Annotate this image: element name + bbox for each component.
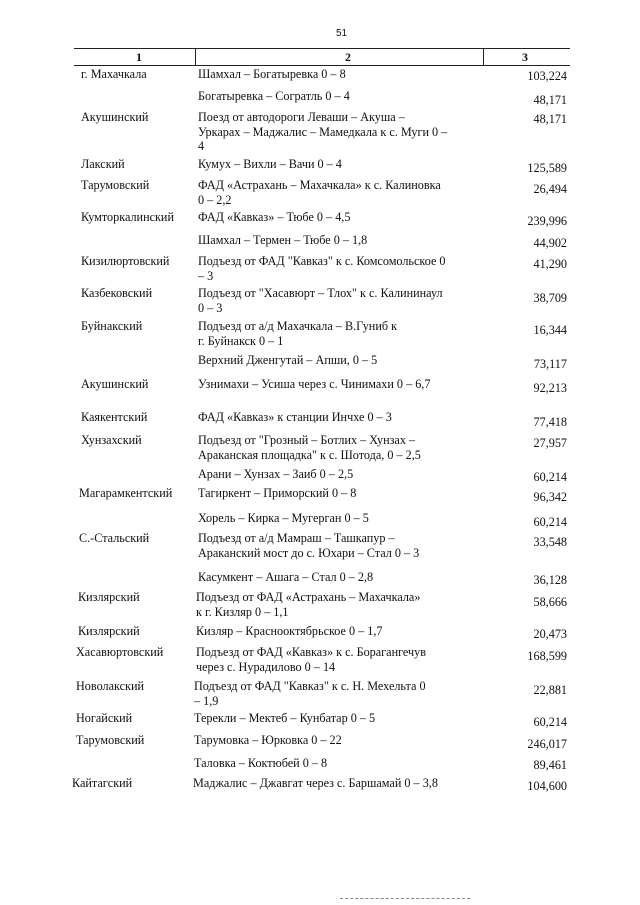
road-cell xyxy=(198,233,488,248)
road-line: Верхний Дженгутай – Апши, 0 – 5 xyxy=(198,353,378,367)
road-line: – 1,9 xyxy=(194,693,219,708)
road-line: Кизляр – Краснооктябрьское 0 – 1,7 xyxy=(196,624,383,638)
table-header xyxy=(74,48,570,66)
district-cell: Акушинский xyxy=(81,110,149,124)
road-cell xyxy=(198,410,488,425)
road-line: Подъезд от "Грозный – Ботлих – Хунзах – xyxy=(198,433,416,447)
road-cell xyxy=(198,511,488,526)
page-number: 51 xyxy=(336,28,348,39)
length-cell: 73,117 xyxy=(533,357,567,371)
length-cell: 58,666 xyxy=(533,595,567,609)
column-divider-1 xyxy=(195,48,196,66)
column-1-header: 1 xyxy=(136,50,142,64)
road-cell xyxy=(198,89,488,104)
length-cell: 125,589 xyxy=(527,161,567,175)
length-cell: 48,171 xyxy=(533,93,567,107)
district-cell: Кумторкалинский xyxy=(81,210,174,224)
length-cell: 103,224 xyxy=(527,69,567,83)
road-line: Шамхал – Термен – Тюбе 0 – 1,8 xyxy=(198,233,368,247)
road-line: через с. Нурадилово 0 – 14 xyxy=(196,659,336,674)
district-cell: Ногайский xyxy=(76,711,133,725)
district-cell: Казбековский xyxy=(81,286,153,300)
district-cell: Буйнакский xyxy=(81,319,143,333)
district-cell: Хасавюртовский xyxy=(76,645,164,659)
road-cell xyxy=(198,570,488,585)
district-cell: Тарумовский xyxy=(76,733,145,747)
road-cell xyxy=(198,319,488,348)
length-cell: 104,600 xyxy=(527,779,567,793)
road-line: Арани – Хунзах – Заиб 0 – 2,5 xyxy=(198,467,354,481)
road-line: – 3 xyxy=(198,268,214,283)
road-cell xyxy=(198,531,488,560)
road-line: 0 – 3 xyxy=(198,300,223,315)
road-cell xyxy=(198,353,488,368)
road-line: ФАД «Кавказ» к станции Инчхе 0 – 3 xyxy=(198,410,392,424)
road-cell xyxy=(198,467,488,482)
length-cell: 38,709 xyxy=(533,291,567,305)
road-cell xyxy=(196,590,486,619)
district-cell: Тарумовский xyxy=(81,178,150,192)
road-line: Кумух – Вихли – Вачи 0 – 4 xyxy=(198,157,342,171)
length-cell: 20,473 xyxy=(533,627,567,641)
district-cell: Каякентский xyxy=(81,410,148,424)
road-line: Терекли – Мектеб – Кунбатар 0 – 5 xyxy=(194,711,376,725)
length-cell: 246,017 xyxy=(527,737,567,751)
road-line: Подъезд от "Хасавюрт – Тлох" к с. Калининаул xyxy=(198,286,443,300)
district-cell: Кизилюртовский xyxy=(81,254,170,268)
road-line: к г. Кизляр 0 – 1,1 xyxy=(196,604,289,619)
district-cell: Магарамкентский xyxy=(79,486,173,500)
road-line: Касумкент – Ашага – Стал 0 – 2,8 xyxy=(198,570,374,584)
road-line: Подъезд от а/д Махачкала – В.Гуниб к xyxy=(198,319,398,333)
district-cell: Новолакский xyxy=(76,679,144,693)
length-cell: 77,418 xyxy=(533,415,567,429)
length-cell: 26,494 xyxy=(533,182,567,196)
road-cell xyxy=(194,679,484,708)
road-line: Араканский мост до с. Юхари – Стал 0 – 3 xyxy=(198,545,420,560)
district-cell: Кайтагский xyxy=(72,776,133,790)
road-line: 0 – 2,2 xyxy=(198,192,232,207)
road-cell xyxy=(196,624,486,639)
length-cell: 60,214 xyxy=(533,515,567,529)
road-line: г. Буйнакск 0 – 1 xyxy=(198,333,284,348)
district-cell: Лакский xyxy=(81,157,125,171)
road-line: Таловка – Коктюбей 0 – 8 xyxy=(194,756,328,770)
length-cell: 48,171 xyxy=(533,112,567,126)
road-line: ФАД «Астрахань – Махачкала» к с. Калиновка xyxy=(198,178,441,192)
length-cell: 92,213 xyxy=(533,381,567,395)
road-cell xyxy=(194,733,484,748)
length-cell: 60,214 xyxy=(533,715,567,729)
length-cell: 60,214 xyxy=(533,470,567,484)
length-cell: 22,881 xyxy=(533,683,567,697)
road-cell xyxy=(198,210,488,225)
length-cell: 33,548 xyxy=(533,535,567,549)
road-line: Подъезд от ФАД «Кавказ» к с. Борагангечув xyxy=(196,645,427,659)
road-cell xyxy=(198,157,488,172)
length-cell: 36,128 xyxy=(533,573,567,587)
road-line: Подъезд от а/д Мамраш – Ташкапур – xyxy=(198,531,395,545)
district-cell: Кизлярский xyxy=(78,624,140,638)
road-line: ФАД «Кавказ» – Тюбе 0 – 4,5 xyxy=(198,210,351,224)
road-line: Подъезд от ФАД "Кавказ" к с. Комсомольское 0 xyxy=(198,254,446,268)
length-cell: 89,461 xyxy=(533,758,567,772)
district-cell: Хунзахский xyxy=(81,433,142,447)
column-2-header: 2 xyxy=(345,50,351,64)
road-line: Хорель – Кирка – Мугерган 0 – 5 xyxy=(198,511,369,525)
road-line: Тарумовка – Юрковка 0 – 22 xyxy=(194,733,342,747)
column-3-header: 3 xyxy=(522,50,528,64)
length-cell: 41,290 xyxy=(533,257,567,271)
road-cell xyxy=(198,433,488,462)
district-cell: С.-Стальский xyxy=(79,531,150,545)
road-line: Араканская площадка" к с. Шотода, 0 – 2,5 xyxy=(198,447,421,462)
road-line: Маджалис – Джавгат через с. Баршамай 0 – 3,8 xyxy=(193,776,438,790)
road-line: 4 xyxy=(198,139,205,153)
road-cell xyxy=(194,711,484,726)
length-cell: 96,342 xyxy=(533,490,567,504)
road-line: Тагиркент – Приморский 0 – 8 xyxy=(198,486,357,500)
column-divider-2 xyxy=(483,48,484,66)
district-cell: Акушинский xyxy=(81,377,149,391)
length-cell: 27,957 xyxy=(533,436,567,450)
road-cell xyxy=(193,776,483,791)
district-cell: Кизлярский xyxy=(78,590,140,604)
road-cell xyxy=(196,645,486,674)
length-cell: 239,996 xyxy=(527,214,567,228)
road-line: Подъезд от ФАД «Астрахань – Махачкала» xyxy=(196,590,421,604)
road-cell xyxy=(198,486,488,501)
road-line: Уркарах – Маджалис – Мамедкала к с. Муги 0 – xyxy=(198,124,448,139)
road-cell xyxy=(198,110,488,154)
road-cell xyxy=(198,67,488,82)
road-line: Поезд от автодороги Леваши – Акуша – xyxy=(198,110,405,124)
bottom-divider xyxy=(340,898,470,899)
road-cell xyxy=(198,377,488,392)
road-line: Богатыревка – Согратль 0 – 4 xyxy=(198,89,350,103)
road-cell xyxy=(198,178,488,207)
length-cell: 16,344 xyxy=(533,323,567,337)
road-cell xyxy=(198,286,488,315)
road-line: Подъезд от ФАД "Кавказ" к с. Н. Мехельта 0 xyxy=(194,679,426,693)
length-cell: 44,902 xyxy=(533,236,567,250)
district-cell: г. Махачкала xyxy=(81,67,147,81)
road-line: Шамхал – Богатыревка 0 – 8 xyxy=(198,67,346,81)
road-line: Узнимахи – Усиша через с. Чинимахи 0 – 6,7 xyxy=(198,377,431,391)
road-cell xyxy=(194,756,484,771)
length-cell: 168,599 xyxy=(527,649,567,663)
road-cell xyxy=(198,254,488,283)
